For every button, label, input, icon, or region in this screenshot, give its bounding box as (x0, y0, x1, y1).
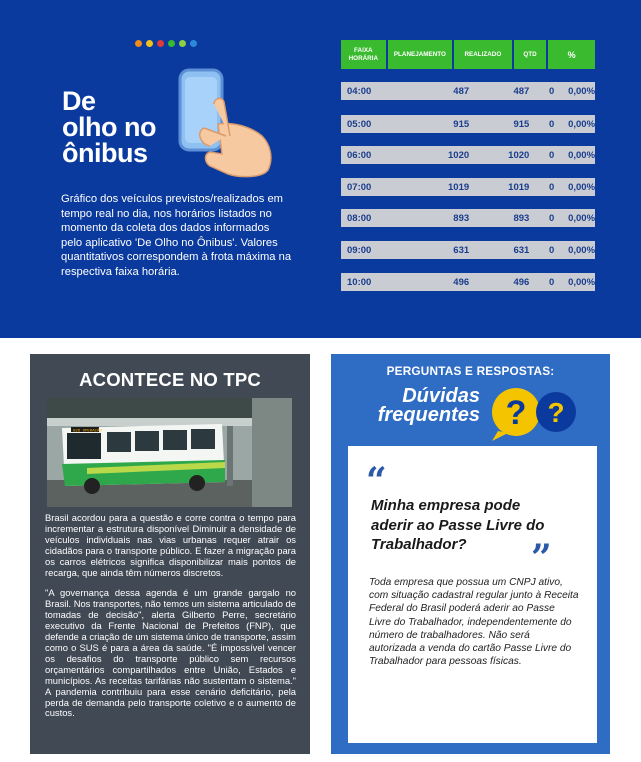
table-cell: 0,00% (568, 212, 596, 224)
table-cell: 631 (513, 244, 530, 256)
color-dot (179, 40, 186, 47)
faq-title-line: Dúvidas (402, 385, 480, 407)
table-row (341, 82, 595, 100)
table-cell: 1020 (448, 149, 470, 161)
table-cell: 06:00 (347, 149, 372, 161)
table-cell: 915 (453, 118, 470, 130)
open-quote-icon: “ (366, 460, 387, 502)
news-body (45, 513, 296, 729)
hand-phone-icon (170, 66, 290, 178)
table-cell: 487 (453, 85, 470, 97)
table-cell: 1019 (508, 181, 530, 193)
news-paragraph: Brasil acordou para a questão e corre contra o tempo para incrementar a estrutura disponível Diminuir a densidade de veículos individuais nas vias urbanas requer atrair os cidadãos para o transporte público. E fazer a migração para os carros elétricos significa disponibilizar mais pontos de recarga, que ainda têm números discretos. (45, 512, 296, 578)
table-cell: 915 (513, 118, 530, 130)
table-row (341, 178, 595, 196)
faq-kicker: PERGUNTAS E RESPOSTAS: (386, 364, 555, 378)
color-dot (168, 40, 175, 47)
table-cell: 0,00% (568, 149, 596, 161)
svg-text:?: ? (505, 394, 527, 432)
table-row (341, 146, 595, 164)
table-cell: 10:00 (347, 276, 372, 288)
close-quote-icon: ” (531, 537, 552, 579)
hero-title (62, 88, 156, 166)
table-cell: 09:00 (347, 244, 372, 256)
table-cell: 0,00% (568, 276, 596, 288)
table-cell: 0 (549, 85, 555, 97)
color-dot (157, 40, 164, 47)
faq-title-line: frequentes (377, 404, 480, 426)
faq-question: Minha empresa pode aderir ao Passe Livre do Trabalhador? (371, 497, 545, 553)
faq-card (348, 446, 597, 743)
table-row (341, 241, 595, 259)
color-dot (146, 40, 153, 47)
color-dot (190, 40, 197, 47)
bus-photo (47, 398, 292, 507)
table-cell: 0 (549, 276, 555, 288)
table-cell: 0,00% (568, 244, 596, 256)
table-cell: 04:00 (347, 85, 372, 97)
faq-panel (331, 354, 610, 754)
bus-destination: 026 OPERAÇÃO (73, 429, 102, 434)
hero-title-line: ônibus (62, 138, 148, 168)
table-cell: 496 (453, 276, 470, 288)
news-paragraph: "A governança dessa agenda é um grande gargalo no Brasil. Nos transportes, não temos um sistema articulado de tomadas de decisão", alerta Gilberto Perre, secretário executivo da Frente Nacional de Prefeitos (FNP), que defende a criação de um sistema único de transporte, assim como o SUS é para a área da saúde. "É impossível vencer os desafios do transporte público sem recursos orçamentários compartilhados entre União, Estados e municípios. As receitas tarifárias não sustentam o sistema." A pandemia contribuiu para esse cenário deficitário, pela perda de demanda pelo transporte coletivo e o aumento de custos. (45, 587, 296, 719)
header-cell: QTD (514, 40, 547, 69)
table-cell: 893 (513, 212, 530, 224)
table-cell: 487 (513, 85, 530, 97)
faq-title (355, 387, 480, 425)
table-header (341, 40, 595, 69)
color-dots (135, 40, 197, 47)
table-cell: 893 (453, 212, 470, 224)
table-row (341, 115, 595, 133)
table-cell: 05:00 (347, 118, 372, 130)
header-cell: % (548, 40, 595, 69)
header-cell: FAIXA HORÁRIA (341, 40, 386, 69)
hero-description: Gráfico dos veículos previstos/realizados em tempo real no dia, nos horários listados no momento da coleta dos dados informados pelo aplicativo 'De Olho no Ônibus'. Valores quantitativos correspondem à frota máxima na respectiva faixa horária. (61, 193, 292, 278)
table-cell: 0,00% (568, 118, 596, 130)
table-cell: 0 (549, 244, 555, 256)
table-cell: 0 (549, 118, 555, 130)
table-row (341, 273, 595, 291)
table-cell: 0 (549, 181, 555, 193)
news-panel (30, 354, 310, 754)
table-cell: 0 (549, 212, 555, 224)
fleet-table (341, 40, 596, 288)
table-cell: 08:00 (347, 212, 372, 224)
table-cell: 0,00% (568, 181, 596, 193)
hero-banner (0, 0, 641, 338)
news-title: ACONTECE NO TPC (79, 369, 261, 390)
table-cell: 631 (453, 244, 470, 256)
header-cell: REALIZADO (454, 40, 512, 69)
table-cell: 0,00% (568, 85, 596, 97)
table-cell: 1020 (508, 149, 530, 161)
hero-title-line: De (62, 86, 96, 116)
faq-answer: Toda empresa que possua um CNPJ ativo, com situação cadastral regular junto à Receita Federal do Brasil poderá aderir ao Passe Livre do Trabalhador, independentemente do número de trabalhadores. Não será autorizada a venda do cartão Passe Livre do Trabalhador para pessoas físicas. (369, 577, 579, 668)
color-dot (135, 40, 142, 47)
table-cell: 1019 (448, 181, 470, 193)
header-cell: PLANEJAMENTO (388, 40, 452, 69)
svg-text:?: ? (547, 397, 565, 428)
table-row (341, 209, 595, 227)
table-cell: 0 (549, 149, 555, 161)
hero-title-line: olho no (62, 112, 156, 142)
table-cell: 496 (513, 276, 530, 288)
question-marks-icon (484, 385, 584, 443)
table-cell: 07:00 (347, 181, 372, 193)
